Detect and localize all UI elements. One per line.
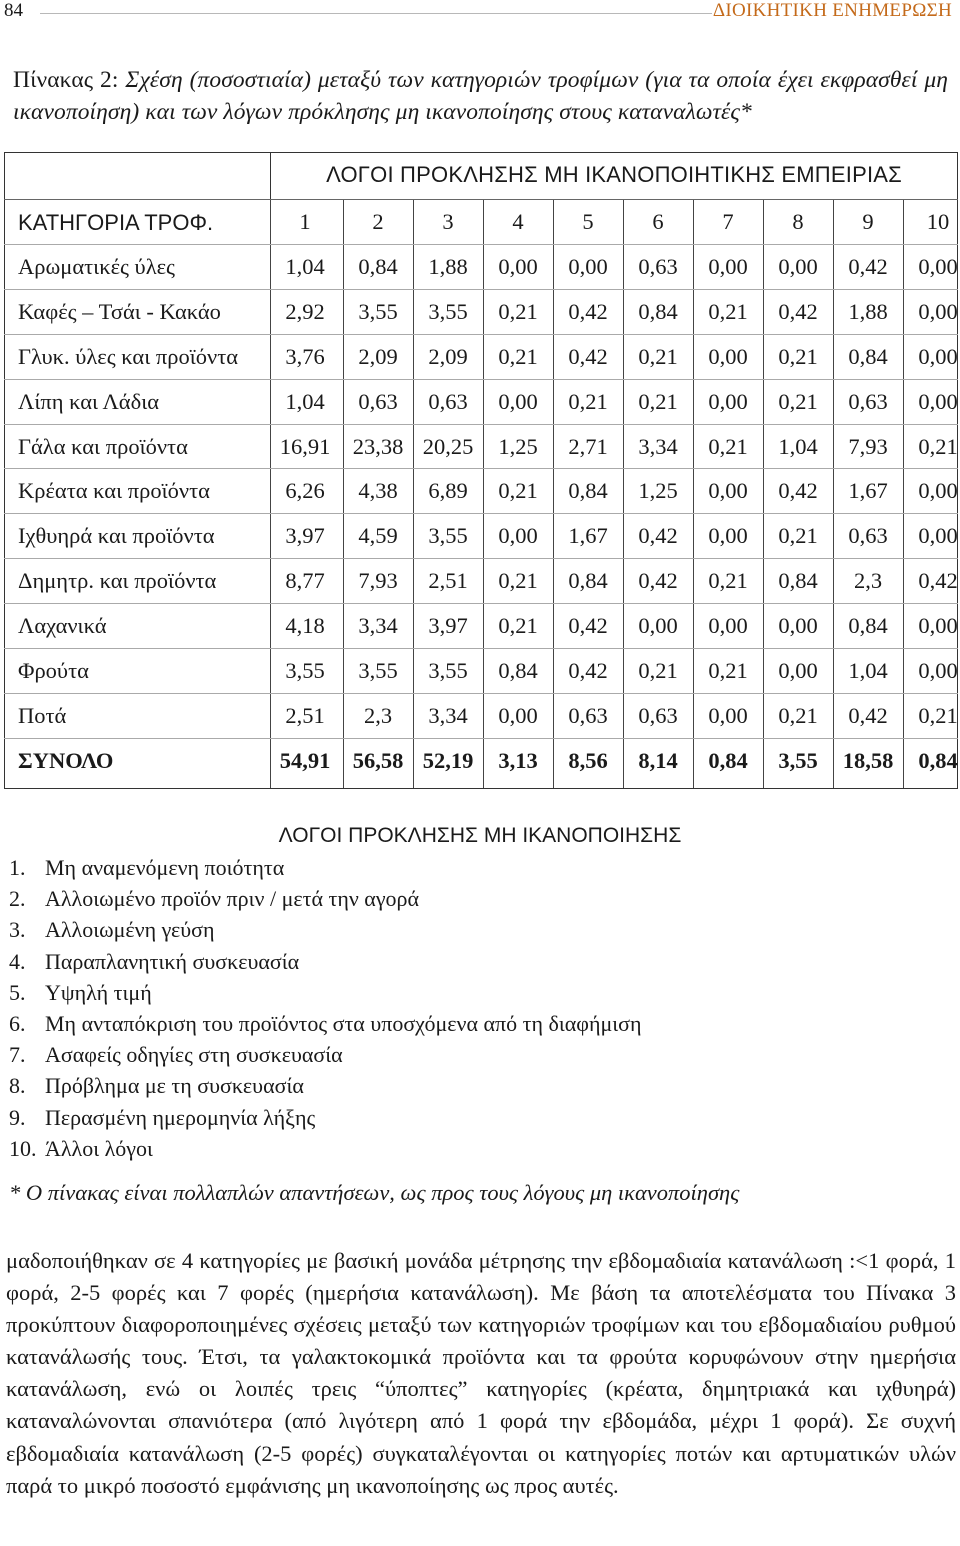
table-border-top xyxy=(4,152,958,153)
table-column-line xyxy=(623,199,624,788)
table-column-line xyxy=(903,199,904,788)
legend-item-number: 3. xyxy=(9,917,26,943)
reason-column-header: 6 xyxy=(652,209,664,234)
table-cell: 0,00 xyxy=(708,253,748,279)
table-row xyxy=(4,513,958,557)
table-cell: 0,21 xyxy=(778,343,818,369)
table-header-separator xyxy=(270,152,271,199)
reason-column-header: 2 xyxy=(372,209,384,234)
table-cell: 0,21 xyxy=(778,388,818,414)
legend-item xyxy=(9,1102,909,1133)
table-cell: 2,92 xyxy=(285,298,325,324)
legend-item-number: 1. xyxy=(9,855,26,880)
table-cell: 0,84 xyxy=(568,478,608,504)
table-cell: 0,21 xyxy=(778,523,818,549)
table-cell: 0,63 xyxy=(358,388,398,414)
table-cell: 2,09 xyxy=(428,343,468,369)
table-cell: 0,84 xyxy=(498,658,538,683)
table-cell: 4,38 xyxy=(358,478,398,504)
table-row xyxy=(4,558,958,602)
legend-item xyxy=(9,1008,909,1039)
legend-item-text: Ασαφείς οδηγίες στη συσκευασία xyxy=(45,1042,343,1068)
table-total-row xyxy=(4,738,958,782)
legend-item-number: 2. xyxy=(9,886,26,912)
table-cell: 1,04 xyxy=(285,388,325,414)
legend-item-number: 6. xyxy=(9,1010,26,1036)
legend-item-number: 4. xyxy=(9,948,26,974)
table-row xyxy=(4,648,958,692)
table-cell: 1,25 xyxy=(638,478,678,504)
table-cell: 0,84 xyxy=(568,568,608,594)
data-table xyxy=(4,152,958,789)
legend-item-number: 8. xyxy=(9,1073,26,1099)
table-column-line xyxy=(343,199,344,788)
table-cell: 0,00 xyxy=(918,388,958,414)
table-column-line xyxy=(693,199,694,788)
legend-item xyxy=(9,852,909,883)
row-label: Γλυκ. ύλες και προϊόντα xyxy=(18,343,239,369)
table-cell: 0,42 xyxy=(568,658,608,683)
table-cell: 0,00 xyxy=(778,613,818,639)
table-row xyxy=(4,244,958,288)
table-cell: 6,26 xyxy=(285,478,325,504)
legend-item-number: 7. xyxy=(9,1042,26,1068)
table-row xyxy=(4,334,958,378)
table-cell: 0,21 xyxy=(918,433,958,459)
table-row xyxy=(4,603,958,647)
category-column-header: ΚΑΤΗΓΟΡΙΑ ΤΡΟΦ. xyxy=(18,210,214,235)
table-cell: 1,04 xyxy=(285,253,325,279)
table-cell: 8,77 xyxy=(285,568,325,594)
row-label: ΣΥΝΟΛΟ xyxy=(18,747,114,773)
table-row-line xyxy=(4,424,958,425)
table-caption xyxy=(13,64,948,128)
table-cell: 0,00 xyxy=(708,343,748,369)
legend-item-number: 9. xyxy=(9,1104,26,1130)
row-label: Λαχανικά xyxy=(18,613,107,639)
legend-item xyxy=(9,977,909,1008)
table-row xyxy=(4,424,958,468)
row-label: Δημητρ. και προϊόντα xyxy=(18,568,217,594)
legend-item-text: Περασμένη ημερομηνία λήξης xyxy=(45,1104,316,1130)
reason-column-header: 4 xyxy=(512,209,524,234)
table-cell: 3,55 xyxy=(428,298,468,324)
table-cell: 7,93 xyxy=(358,568,398,594)
table-cell: 0,00 xyxy=(918,343,958,369)
table-row xyxy=(4,379,958,423)
table-footnote: * Ο πίνακας είναι πολλαπλών απαντήσεων, ως προς τους λόγους μη ικανοποίησης xyxy=(9,1180,740,1205)
table-cell: 0,00 xyxy=(778,253,818,279)
table-row-line xyxy=(4,379,958,380)
table-cell: 0,84 xyxy=(638,298,678,324)
table-cell: 0,00 xyxy=(918,658,958,683)
table-cell: 0,42 xyxy=(778,478,818,504)
legend-item-text: Άλλοι λόγοι xyxy=(45,1135,153,1161)
table-row-line xyxy=(4,244,958,245)
table-cell: 3,55 xyxy=(428,658,468,683)
table-cell: 0,42 xyxy=(848,702,888,728)
table-cell: 3,55 xyxy=(285,658,325,683)
table-cell: 0,21 xyxy=(708,433,748,459)
table-cell: 0,00 xyxy=(708,388,748,414)
table-cell: 0,84 xyxy=(358,253,398,279)
row-label: Φρούτα xyxy=(18,658,89,683)
table-row-line xyxy=(4,603,958,604)
table-column-line xyxy=(833,199,834,788)
table-row-line xyxy=(4,468,958,469)
table-cell: 0,84 xyxy=(708,747,748,773)
table-column-line xyxy=(553,199,554,788)
legend-item-text: Υψηλή τιμή xyxy=(45,979,152,1005)
legend-item xyxy=(9,946,909,977)
table-cell: 0,21 xyxy=(708,298,748,324)
table-cell: 0,63 xyxy=(848,523,888,549)
reason-column-header: 10 xyxy=(926,209,950,234)
table-cell: 54,91 xyxy=(279,747,331,773)
table-cell: 0,84 xyxy=(848,343,888,369)
table-row-line xyxy=(4,693,958,694)
table-cell: 0,21 xyxy=(638,658,678,683)
reason-column-header: 5 xyxy=(582,209,594,234)
table-cell: 0,63 xyxy=(428,388,468,414)
table-row-line xyxy=(4,558,958,559)
legend-item xyxy=(9,914,909,945)
table-cell: 0,63 xyxy=(638,702,678,728)
legend-item-number: 5. xyxy=(9,979,26,1005)
table-cell: 3,97 xyxy=(428,613,468,639)
table-cell: 0,42 xyxy=(638,568,678,594)
table-cell: 0,42 xyxy=(918,568,958,594)
table-cell: 3,34 xyxy=(428,702,468,728)
table-cell: 0,42 xyxy=(638,523,678,549)
legend-item-number: 10. xyxy=(9,1135,37,1161)
legend-list xyxy=(9,852,909,1164)
table-cell: 0,21 xyxy=(778,702,818,728)
table-row xyxy=(4,289,958,333)
table-cell: 1,67 xyxy=(848,478,888,504)
row-label: Λίπη και Λάδια xyxy=(18,388,160,414)
table-cell: 3,34 xyxy=(638,433,678,459)
table-cell: 0,84 xyxy=(918,747,958,773)
table-cell: 2,71 xyxy=(568,433,608,459)
table-row-line xyxy=(4,289,958,290)
table-cell: 4,18 xyxy=(285,613,325,639)
reason-column-header: 3 xyxy=(442,209,454,234)
table-cell: 2,51 xyxy=(428,568,468,594)
row-label: Καφές – Τσάι - Κακάο xyxy=(18,298,221,324)
table-cell: 0,00 xyxy=(918,523,958,549)
reason-column-header: 8 xyxy=(792,209,804,234)
table-cell: 0,00 xyxy=(708,478,748,504)
row-label: Ιχθυηρά και προϊόντα xyxy=(18,523,215,549)
table-cell: 0,00 xyxy=(638,613,678,639)
legend-item-text: Πρόβλημα με τη συσκευασία xyxy=(45,1073,304,1099)
table-cell: 0,21 xyxy=(708,568,748,594)
table-cell: 23,38 xyxy=(352,433,404,459)
legend-item-text: Μη ανταπόκριση του προϊόντος στα υποσχόμενα από τη διαφήμιση xyxy=(45,1010,642,1036)
table-cell: 1,25 xyxy=(498,433,538,459)
table-cell: 0,63 xyxy=(848,388,888,414)
table-row-line xyxy=(4,334,958,335)
table-cell: 0,00 xyxy=(708,613,748,639)
table-cell: 0,00 xyxy=(568,253,608,279)
table-cell: 56,58 xyxy=(352,747,404,773)
table-cell: 18,58 xyxy=(842,747,894,773)
table-cell: 1,04 xyxy=(778,433,818,459)
table-cell: 0,00 xyxy=(498,388,538,414)
table-cell: 1,88 xyxy=(848,298,888,324)
row-label: Ποτά xyxy=(18,702,67,728)
legend-item xyxy=(9,1070,909,1101)
page-number: 84 xyxy=(4,0,23,21)
table-cell: 0,00 xyxy=(708,702,748,728)
table-cell: 1,67 xyxy=(568,523,608,549)
table-caption-lead: Πίνακας 2: xyxy=(13,67,119,93)
table-cell: 0,00 xyxy=(498,253,538,279)
table-column-line xyxy=(763,199,764,788)
table-cell: 2,09 xyxy=(358,343,398,369)
table-cell: 0,21 xyxy=(498,568,538,594)
table-cell: 0,21 xyxy=(498,613,538,639)
table-cell: 0,84 xyxy=(848,613,888,639)
table-column-line xyxy=(270,199,271,788)
legend-item xyxy=(9,1133,909,1164)
table-cell: 3,76 xyxy=(285,343,325,369)
table-cell: 3,55 xyxy=(358,298,398,324)
table-cell: 0,42 xyxy=(568,613,608,639)
table-cell: 0,63 xyxy=(568,702,608,728)
table-border-bottom xyxy=(4,788,958,789)
table-row-line xyxy=(4,648,958,649)
table-caption-text: Σχέση (ποσοστιαία) μεταξύ των κατηγοριών τροφίμων (για τα οποία έχει εκφρασθεί μη ικανοποίηση) και των λόγων πρόκλησης μη ικανοποίησης στους καταναλωτές* xyxy=(13,67,949,125)
table-super-header: ΛΟΓΟΙ ΠΡΟΚΛΗΣΗΣ ΜΗ ΙΚΑΝΟΠΟΙΗΤΙΚΗΣ ΕΜΠΕΙΡΙΑΣ xyxy=(326,162,902,187)
table-cell: 1,88 xyxy=(428,253,468,279)
table-cell: 3,55 xyxy=(428,523,468,549)
row-label: Γάλα και προϊόντα xyxy=(18,433,188,459)
table-row xyxy=(4,468,958,512)
table-column-line xyxy=(483,199,484,788)
table-cell: 1,04 xyxy=(848,658,888,683)
table-cell: 20,25 xyxy=(422,433,474,459)
legend-item xyxy=(9,883,909,914)
table-cell: 0,21 xyxy=(708,658,748,683)
table-cell: 0,21 xyxy=(498,298,538,324)
table-row-line xyxy=(4,738,958,739)
table-cell: 3,13 xyxy=(498,747,538,773)
table-cell: 0,21 xyxy=(498,343,538,369)
table-cell: 0,00 xyxy=(498,523,538,549)
table-row xyxy=(4,693,958,737)
body-paragraph: μαδοποιήθηκαν σε 4 κατηγορίες με βασική μονάδα μέτρησης την εβδομαδιαία κατανάλωση :<1 φορά, 1 φορά, 2-5 φορές και 7 φορές (ημερήσια κατανάλωση). Με βάση τα αποτελέσματα του Πίνακα 3 προκύπτουν διαφοροποιημένες σχέσεις μεταξύ των κατηγοριών τροφίμων και του εβδομαδιαίου ρυθμού κατανάλωσής τους. Έτσι, τα γαλακτοκομικά προϊόντα και τα φρούτα κορυφώνουν στην ημερήσια κατανάλωση, ενώ οι λοιπές τρεις “ύποπτες” κατηγορίες (κρέατα, δημητριακά και ιχθυηρά) καταναλώνονται σπανιότερα (από λιγότερη από 1 φορά την εβδομάδα, μέχρι 1 φορά). Σε συχνή εβδομαδιαία κατανάλωση (2-5 φορές) συγκαταλέγονται οι κατηγορίες ποτών και αρτυματικών υλών παρά το μικρό ποσοστό εμφάνισης μη ικανοποίησης ως προς αυτές. xyxy=(6,1248,956,1498)
table-row-line xyxy=(4,199,958,200)
table-header-row xyxy=(4,199,958,243)
table-cell: 3,55 xyxy=(358,658,398,683)
table-cell: 0,00 xyxy=(918,613,958,639)
table-cell: 0,42 xyxy=(568,343,608,369)
table-cell: 0,00 xyxy=(778,658,818,683)
legend-title: ΛΟΓΟΙ ΠΡΟΚΛΗΣΗΣ ΜΗ ΙΚΑΝΟΠΟΙΗΣΗΣ xyxy=(278,824,682,847)
legend-item-text: Παραπλανητική συσκευασία xyxy=(45,948,300,974)
table-cell: 0,00 xyxy=(708,523,748,549)
table-cell: 52,19 xyxy=(422,747,474,773)
table-cell: 2,51 xyxy=(285,702,325,728)
table-cell: 4,59 xyxy=(358,523,398,549)
table-cell: 3,34 xyxy=(358,613,398,639)
table-cell: 3,55 xyxy=(778,747,818,773)
table-cell: 0,42 xyxy=(568,298,608,324)
reason-column-header: 1 xyxy=(299,209,311,234)
table-cell: 2,3 xyxy=(853,568,883,594)
table-cell: 0,84 xyxy=(778,568,818,594)
table-column-line xyxy=(413,199,414,788)
table-cell: 8,14 xyxy=(638,747,678,773)
table-cell: 0,21 xyxy=(568,388,608,414)
table-cell: 6,89 xyxy=(428,478,468,504)
row-label: Κρέατα και προϊόντα xyxy=(18,478,210,504)
table-cell: 7,93 xyxy=(848,433,888,459)
table-row-line xyxy=(4,513,958,514)
running-header xyxy=(0,0,960,30)
table-cell: 0,63 xyxy=(638,253,678,279)
table-cell: 0,21 xyxy=(638,343,678,369)
row-label: Αρωματικές ύλες xyxy=(18,253,175,279)
reason-column-header: 7 xyxy=(722,209,734,234)
table-cell: 0,42 xyxy=(778,298,818,324)
table-cell: 0,21 xyxy=(638,388,678,414)
reason-column-header: 9 xyxy=(862,209,874,234)
legend-item-text: Αλλοιωμένο προϊόν πριν / μετά την αγορά xyxy=(45,886,420,912)
table-cell: 0,21 xyxy=(918,702,958,728)
legend-item-text: Αλλοιωμένη γεύση xyxy=(45,917,215,943)
table-cell: 8,56 xyxy=(568,747,608,773)
publication-title: ΔΙΟΙΚΗΤΙΚΗ ΕΝΗΜΕΡΩΣΗ xyxy=(712,0,952,21)
table-cell: 3,97 xyxy=(285,523,325,549)
legend-item xyxy=(9,1039,909,1070)
table-cell: 0,42 xyxy=(848,253,888,279)
table-cell: 0,00 xyxy=(498,702,538,728)
table-cell: 16,91 xyxy=(279,433,331,459)
table-cell: 2,3 xyxy=(363,702,393,728)
legend-item-text: Μη αναμενόμενη ποιότητα xyxy=(45,855,285,880)
table-cell: 0,00 xyxy=(918,298,958,324)
header-rule xyxy=(40,13,712,14)
table-cell: 0,21 xyxy=(498,478,538,504)
table-cell: 0,00 xyxy=(918,253,958,279)
table-cell: 0,00 xyxy=(918,478,958,504)
